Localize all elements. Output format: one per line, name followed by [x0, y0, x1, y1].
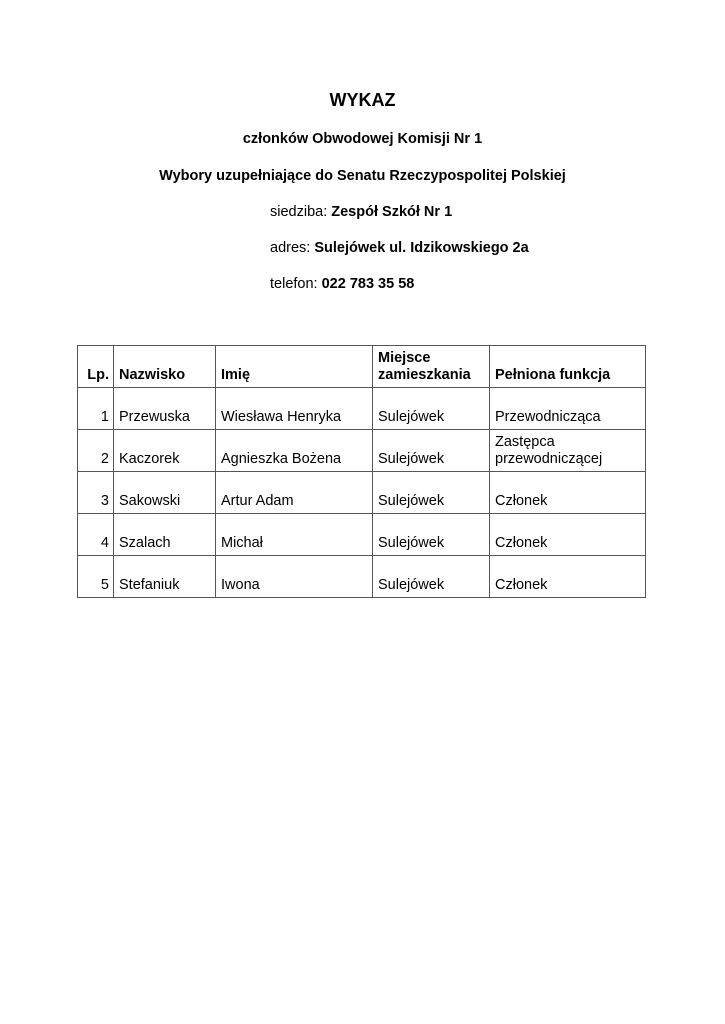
cell-residence: Sulejówek [373, 556, 490, 598]
cell-residence: Sulejówek [373, 388, 490, 430]
page-title: WYKAZ [329, 90, 396, 110]
header-lp: Lp. [78, 346, 114, 388]
table-header-row [78, 346, 646, 388]
seat-label: siedziba: [270, 204, 332, 220]
table-row [78, 472, 646, 514]
cell-function-line2: Przewodnicząca [495, 409, 601, 425]
cell-function [490, 472, 646, 514]
cell-lp: 3 [78, 472, 114, 514]
seat-value: Zespół Szkół Nr 1 [331, 204, 453, 220]
members-table [77, 345, 646, 598]
cell-residence: Sulejówek [373, 514, 490, 556]
cell-surname: Stefaniuk [114, 556, 216, 598]
cell-lp: 5 [78, 556, 114, 598]
header-surname: Nazwisko [114, 346, 216, 388]
cell-lp: 1 [78, 388, 114, 430]
cell-residence: Sulejówek [373, 472, 490, 514]
election-subtitle: Wybory uzupełniające do Senatu Rzeczypospolitej Polskiej [159, 168, 566, 184]
cell-function [490, 388, 646, 430]
cell-surname: Przewuska [114, 388, 216, 430]
cell-lp: 4 [78, 514, 114, 556]
cell-first-name: Iwona [216, 556, 373, 598]
cell-function [490, 430, 646, 472]
cell-first-name: Michał [216, 514, 373, 556]
header-residence-line2: zamieszkania [378, 367, 471, 383]
phone-value: 022 783 35 58 [321, 276, 415, 292]
cell-function [490, 556, 646, 598]
header-residence-line1: Miejsce [378, 350, 431, 366]
cell-function-line2: Członek [495, 535, 548, 551]
table-row [78, 514, 646, 556]
table-row [78, 388, 646, 430]
address-line [270, 240, 529, 256]
cell-residence: Sulejówek [373, 430, 490, 472]
cell-surname: Kaczorek [114, 430, 216, 472]
cell-function [490, 514, 646, 556]
header-residence [373, 346, 490, 388]
cell-first-name: Agnieszka Bożena [216, 430, 373, 472]
address-value: Sulejówek ul. Idzikowskiego 2a [314, 240, 529, 256]
table-row [78, 556, 646, 598]
header-function: Pełniona funkcja [490, 346, 646, 388]
cell-lp: 2 [78, 430, 114, 472]
commission-subtitle: członków Obwodowej Komisji Nr 1 [242, 131, 483, 147]
seat-line [270, 204, 452, 220]
address-label: adres: [270, 240, 315, 256]
phone-label: telefon: [270, 276, 322, 292]
phone-line [270, 276, 414, 292]
cell-function-line1: Zastępca [495, 434, 555, 450]
cell-function-line2: przewodniczącej [495, 451, 603, 467]
cell-function-line2: Członek [495, 577, 548, 593]
cell-first-name: Artur Adam [216, 472, 373, 514]
cell-first-name: Wiesława Henryka [216, 388, 373, 430]
table-row [78, 430, 646, 472]
cell-surname: Szalach [114, 514, 216, 556]
cell-surname: Sakowski [114, 472, 216, 514]
header-first-name: Imię [216, 346, 373, 388]
cell-function-line2: Członek [495, 493, 548, 509]
